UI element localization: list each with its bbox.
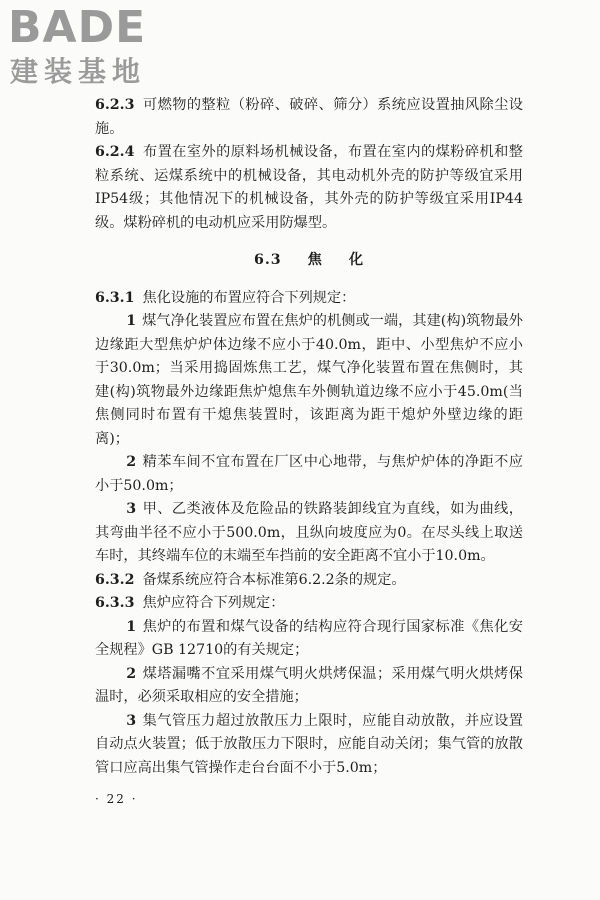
clause-6-2-4: [95, 141, 523, 235]
clause-text: 焦化设施的布置应符合下列规定：: [142, 289, 356, 306]
clause-number: 6.3.1: [95, 289, 135, 306]
item-number: 3: [126, 712, 137, 729]
item-number: 3: [126, 501, 137, 517]
clause-text: 备煤系统应符合本标准第6.2.2条的规定。: [142, 571, 406, 588]
item-text: 煤塔漏嘴不宜采用煤气明火烘烤保温；采用煤气明火烘烤保温时，必须采取相应的安全措施；: [95, 665, 523, 705]
clause-text: 布置在室外的原料场机械设备，布置在室内的煤粉碎机和整粒系统、运煤系统中的机械设备，其电动机外壳的防护等级宜采用IP54级；其他情况下的机械设备，其外壳的防护等级宜采用IP44级。煤粉碎机的电动机应采用防爆型。: [95, 144, 523, 231]
list-item: [95, 616, 523, 663]
clause-6-2-3: [95, 94, 523, 141]
document-body: [95, 94, 523, 780]
clause-6-3-1: [95, 287, 523, 311]
clause-text: 焦炉应符合下列规定：: [142, 595, 285, 611]
page-number: · 22 ·: [95, 792, 138, 806]
item-number: 2: [126, 454, 137, 470]
list-item: [95, 710, 523, 781]
watermark-logo: [8, 4, 178, 92]
section-number: 6.3: [253, 252, 282, 268]
item-text: 焦炉的布置和煤气设备的结构应符合现行国家标准《焦化安全规程》GB 12710的有关规定；: [95, 618, 523, 658]
item-number: 1: [126, 313, 137, 329]
clause-number: 6.3.2: [95, 571, 135, 588]
list-item: [95, 451, 523, 498]
clause-6-3-2: [95, 569, 523, 593]
section-heading-6-3: [95, 249, 523, 273]
list-item: [95, 310, 523, 451]
clause-number: 6.2.3: [95, 97, 135, 113]
clause-number: 6.2.4: [95, 144, 135, 160]
list-item: [95, 498, 523, 569]
list-item: [95, 663, 523, 710]
item-text: 集气管压力超过放散压力上限时，应能自动放散，并应设置自动点火装置；低于放散压力下限时，应能自动关闭；集气管的放散管口应高出集气管操作走台台面不小于5.0m；: [95, 712, 523, 776]
clause-text: 可燃物的整粒（粉碎、破碎、筛分）系统应设置抽风除尘设施。: [95, 97, 523, 137]
section-title-part1: 焦: [307, 252, 323, 268]
item-text: 煤气净化装置应布置在焦炉的机侧或一端，其建(构)筑物最外边缘距大型焦炉炉体边缘不应小于40.0m，距中、小型焦炉不应小于30.0m；当采用捣固炼焦工艺，煤气净化装置布置在焦侧时，其建(构)筑物最外边缘距焦炉熄焦车外侧轨道边缘不应小于45.0m(当焦侧同时布置有干熄焦装置时，该距离为距干熄炉外壁边缘的距离)；: [95, 313, 523, 447]
clause-number: 6.3.3: [95, 595, 135, 611]
section-title-part2: 化: [348, 252, 365, 268]
watermark-latin-text: BADE: [8, 2, 147, 53]
item-number: 2: [126, 665, 137, 682]
watermark-chinese-text: 建装基地: [10, 55, 147, 88]
item-text: 甲、乙类液体及危险品的铁路装卸线宜为直线，如为曲线，其弯曲半径不应小于500.0m，且纵向坡度应为0。在尽头线上取送车时，其终端车位的末端至车挡前的安全距离不宜小于10.0m。: [95, 501, 523, 564]
clause-6-3-3: [95, 592, 523, 616]
item-text: 精苯车间不宜布置在厂区中心地带，与焦炉炉体的净距不应小于50.0m；: [95, 454, 523, 494]
item-number: 1: [126, 618, 137, 635]
